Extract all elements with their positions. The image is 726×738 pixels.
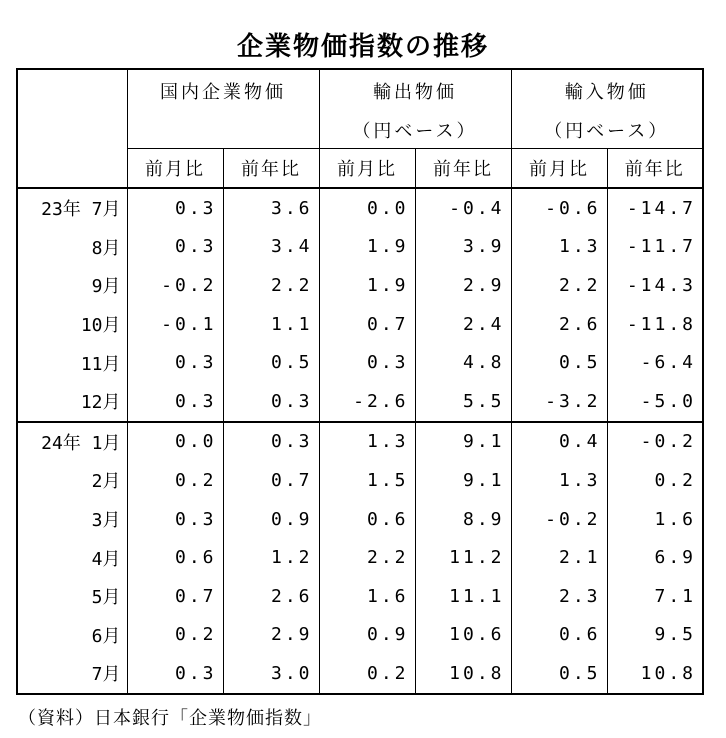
value-cell: 9.1	[415, 461, 511, 500]
table-row	[17, 500, 703, 539]
value-cell: 2.3	[511, 577, 607, 616]
value-cell: -0.2	[511, 500, 607, 539]
row-label: 7月	[17, 654, 127, 694]
value-cell: 2.6	[223, 577, 319, 616]
value-cell: -5.0	[607, 382, 703, 422]
value-cell: 1.1	[223, 305, 319, 344]
value-cell: 0.4	[511, 422, 607, 462]
table-row	[17, 188, 703, 228]
row-label: 5月	[17, 577, 127, 616]
row-label: 8月	[17, 228, 127, 267]
group-header-import: 輸入物価	[511, 69, 703, 112]
value-cell: -2.6	[319, 382, 415, 422]
value-cell: 11.2	[415, 538, 511, 577]
value-cell: 1.3	[511, 461, 607, 500]
value-cell: 0.3	[127, 500, 223, 539]
value-cell: 0.6	[127, 538, 223, 577]
value-cell: -0.2	[607, 422, 703, 462]
value-cell: -0.6	[511, 188, 607, 228]
value-cell: 2.4	[415, 305, 511, 344]
value-cell: 6.9	[607, 538, 703, 577]
table-body	[17, 188, 703, 694]
row-label: 2月	[17, 461, 127, 500]
value-cell: 0.3	[127, 343, 223, 382]
source-note: （資料）日本銀行「企業物価指数」	[18, 708, 322, 729]
value-cell: 9.5	[607, 616, 703, 655]
value-cell: 2.9	[223, 616, 319, 655]
value-cell: 0.7	[223, 461, 319, 500]
value-cell: 2.2	[223, 266, 319, 305]
value-cell: 0.3	[127, 228, 223, 267]
table-row	[17, 577, 703, 616]
value-cell: 0.3	[319, 343, 415, 382]
value-cell: -0.4	[415, 188, 511, 228]
column-header: 前月比	[127, 149, 223, 189]
group-subheader-import: （円ベース）	[511, 112, 703, 149]
value-cell: 11.1	[415, 577, 511, 616]
value-cell: 0.2	[127, 461, 223, 500]
value-cell: -3.2	[511, 382, 607, 422]
row-label: 9月	[17, 266, 127, 305]
table-row	[17, 422, 703, 462]
value-cell: 3.4	[223, 228, 319, 267]
column-header: 前年比	[223, 149, 319, 189]
value-cell: 0.2	[319, 654, 415, 694]
table-row	[17, 228, 703, 267]
row-label: 23年 7月	[17, 188, 127, 228]
row-label: 4月	[17, 538, 127, 577]
page-title: 企業物価指数の推移	[236, 32, 489, 62]
table-row	[17, 461, 703, 500]
column-header: 前月比	[319, 149, 415, 189]
value-cell: 0.7	[127, 577, 223, 616]
value-cell: 1.6	[607, 500, 703, 539]
value-cell: -0.2	[127, 266, 223, 305]
table-row	[17, 305, 703, 344]
table-row	[17, 654, 703, 694]
value-cell: 7.1	[607, 577, 703, 616]
value-cell: 2.9	[415, 266, 511, 305]
value-cell: 8.9	[415, 500, 511, 539]
value-cell: 0.6	[319, 500, 415, 539]
value-cell: 0.3	[127, 188, 223, 228]
value-cell: 1.9	[319, 266, 415, 305]
value-cell: 10.8	[415, 654, 511, 694]
table-row	[17, 343, 703, 382]
value-cell: 0.3	[127, 382, 223, 422]
row-label: 3月	[17, 500, 127, 539]
value-cell: 0.2	[127, 616, 223, 655]
value-cell: -11.8	[607, 305, 703, 344]
value-cell: 0.9	[223, 500, 319, 539]
value-cell: 3.9	[415, 228, 511, 267]
row-label: 11月	[17, 343, 127, 382]
value-cell: 3.6	[223, 188, 319, 228]
table-row	[17, 616, 703, 655]
value-cell: 0.6	[511, 616, 607, 655]
value-cell: -6.4	[607, 343, 703, 382]
value-cell: -14.7	[607, 188, 703, 228]
value-cell: 0.7	[319, 305, 415, 344]
value-cell: 9.1	[415, 422, 511, 462]
value-cell: 0.0	[319, 188, 415, 228]
column-header: 前月比	[511, 149, 607, 189]
value-cell: 5.5	[415, 382, 511, 422]
table-header	[17, 69, 703, 188]
price-index-table	[16, 68, 704, 695]
value-cell: 0.9	[319, 616, 415, 655]
table-row	[17, 266, 703, 305]
value-cell: 1.3	[319, 422, 415, 462]
value-cell: 3.0	[223, 654, 319, 694]
value-cell: 0.2	[607, 461, 703, 500]
value-cell: 0.3	[223, 422, 319, 462]
row-label: 12月	[17, 382, 127, 422]
value-cell: 0.3	[223, 382, 319, 422]
value-cell: 1.3	[511, 228, 607, 267]
value-cell: 10.6	[415, 616, 511, 655]
value-cell: 2.2	[511, 266, 607, 305]
value-cell: 0.5	[511, 654, 607, 694]
value-cell: 0.5	[223, 343, 319, 382]
column-header: 前年比	[607, 149, 703, 189]
group-header-domestic: 国内企業物価	[127, 69, 319, 112]
row-label: 6月	[17, 616, 127, 655]
value-cell: 1.5	[319, 461, 415, 500]
value-cell: 10.8	[607, 654, 703, 694]
column-header: 前年比	[415, 149, 511, 189]
value-cell: 1.9	[319, 228, 415, 267]
value-cell: -0.1	[127, 305, 223, 344]
value-cell: 2.2	[319, 538, 415, 577]
value-cell: -11.7	[607, 228, 703, 267]
value-cell: 4.8	[415, 343, 511, 382]
table-row	[17, 538, 703, 577]
group-header-export: 輸出物価	[319, 69, 511, 112]
value-cell: 0.5	[511, 343, 607, 382]
value-cell: 2.6	[511, 305, 607, 344]
value-cell: 1.2	[223, 538, 319, 577]
group-subheader-export: （円ベース）	[319, 112, 511, 149]
value-cell: 0.3	[127, 654, 223, 694]
row-label: 10月	[17, 305, 127, 344]
corner-cell	[17, 69, 127, 188]
table-row	[17, 382, 703, 422]
value-cell: 1.6	[319, 577, 415, 616]
row-label: 24年 1月	[17, 422, 127, 462]
value-cell: 0.0	[127, 422, 223, 462]
value-cell: 2.1	[511, 538, 607, 577]
value-cell: -14.3	[607, 266, 703, 305]
group-subheader-domestic	[127, 112, 319, 149]
